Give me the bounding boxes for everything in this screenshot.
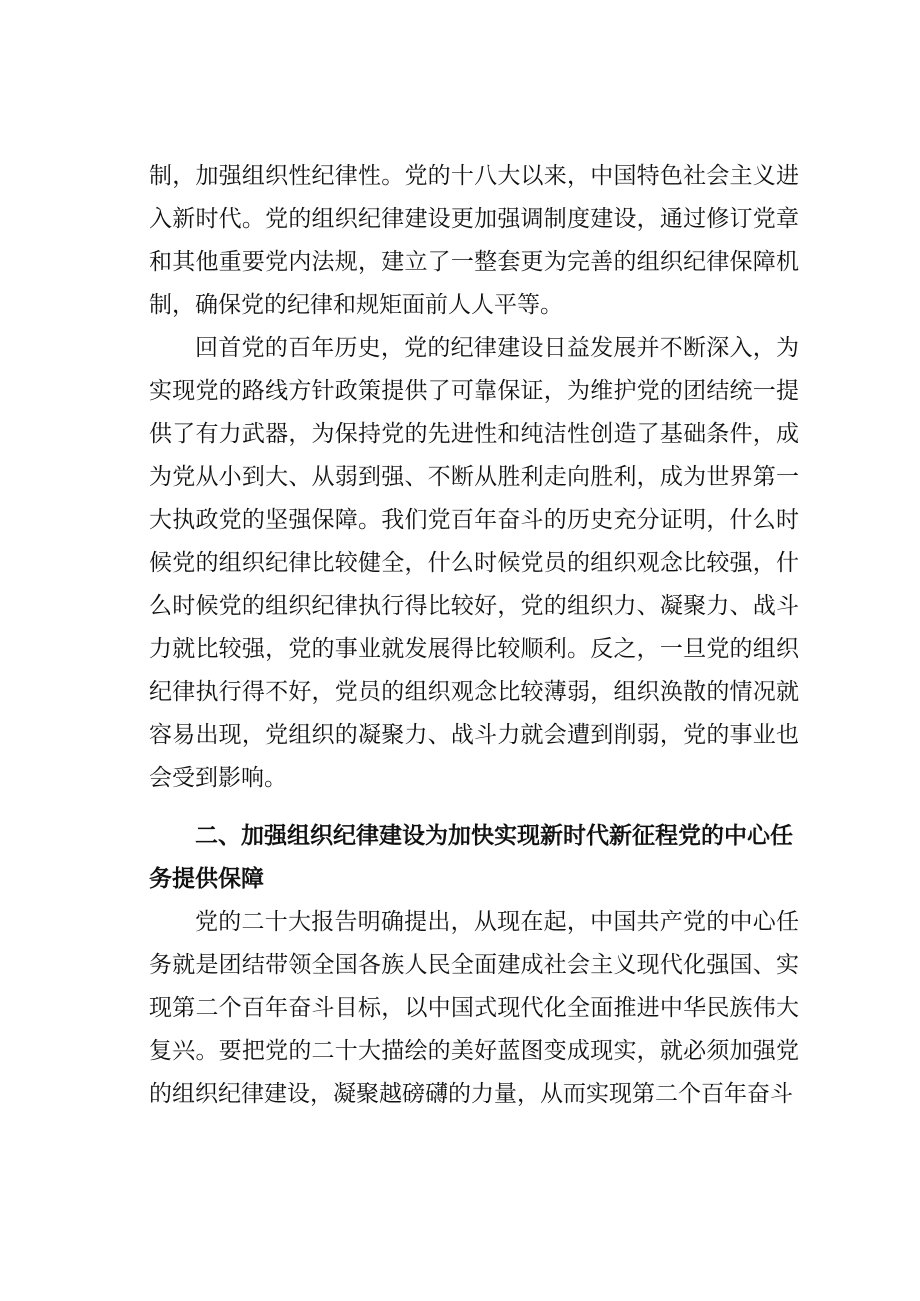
body-paragraph-2: 回首党的百年历史，党的纪律建设日益发展并不断深入，为实现党的路线方针政策提供了可靠保证，为维护党的团结统一提供了有力武器，为保持党的先进性和纯洁性创造了基础条件，成为党从小到大、从弱到强、不断从胜利走向胜利，成为世界第一大执政党的坚强保障。我们党百年奋斗的历史充分证明，什么时候党的组织纪律比较健全，什么时候党员的组织观念比较强，什么时候党的组织纪律执行得比较好，党的组织力、凝聚力、战斗力就比较强，党的事业就发展得比较顺利。反之，一旦党的组织纪律执行得不好，党员的组织观念比较薄弱，组织涣散的情况就容易出现，党组织的凝聚力、战斗力就会遭到削弱，党的事业也会受到影响。 [149, 335, 799, 791]
body-paragraph-1: 制，加强组织性纪律性。党的十八大以来，中国特色社会主义进入新时代。党的组织纪律建设更加强调制度建设，通过修订党章和其他重要党内法规，建立了一整套更为完善的组织纪律保障机制，确保党的纪律和规矩面前人人平等。 [149, 163, 799, 318]
body-paragraph-3: 党的二十大报告明确提出，从现在起，中国共产党的中心任务就是团结带领全国各族人民全面建成社会主义现代化强国、实现第二个百年奋斗目标，以中国式现代化全面推进中华民族伟大复兴。要把党的二十大描绘的美好蓝图变成现实，就必须加强党的组织纪律建设，凝聚越磅礴的力量，从而实现第二个百年奋斗 [149, 909, 799, 1107]
section-heading: 二、加强组织纪律建设为加快实现新时代新征程党的中心任务提供保障 [149, 823, 793, 892]
